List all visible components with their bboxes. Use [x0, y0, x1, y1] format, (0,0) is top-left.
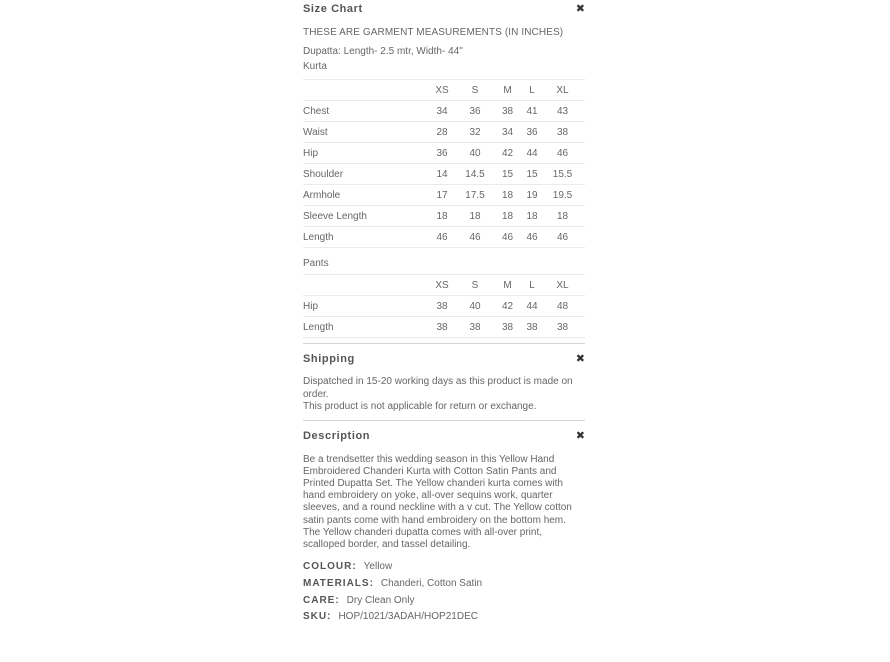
close-x-icon[interactable]: ✖ — [575, 429, 585, 442]
measurement-value: 46 — [491, 227, 524, 248]
description-text: Be a trendsetter this wedding season in this Yellow Hand Embroidered Chanderi Kurta with Cotton Satin Pants and Printed Dupatta Set. The Yellow chanderi kurta comes with hand embroidery on yoke, all-over sequins work, quarter sleeves, and a round neckline with a v cut. The Yellow cotton satin pants come with hand embroidery on the bottom hem. The Yellow chanderi dupatta comes with all-over print, scalloped border, and tassel detailing. — [303, 453, 572, 550]
shipping-dispatch-text: Dispatched in 15-20 working days as this product is made on order. — [303, 376, 573, 400]
measurement-value: 17.5 — [459, 185, 491, 206]
measurement-value: 48 — [540, 296, 585, 317]
measurement-value: 44 — [524, 296, 540, 317]
measurement-value: 18 — [540, 206, 585, 227]
size-header-cell: S — [459, 80, 491, 101]
measurement-value: 14 — [425, 164, 459, 185]
close-x-icon[interactable]: ✖ — [575, 353, 585, 365]
measurement-value: 19 — [524, 185, 540, 206]
measurement-value: 32 — [459, 122, 491, 143]
measurement-name: Hip — [303, 296, 425, 317]
measurement-value: 46 — [540, 143, 585, 164]
size-header-cell: XS — [425, 275, 459, 296]
dupatta-measurement: Dupatta: Length- 2.5 mtr, Width- 44" — [303, 46, 463, 57]
product-details-column — [303, 0, 585, 626]
measurement-name: Waist — [303, 122, 425, 143]
measurement-value: 14.5 — [459, 164, 491, 185]
section-divider — [303, 343, 585, 344]
measurement-value: 17 — [425, 185, 459, 206]
measurement-value: 15 — [524, 164, 540, 185]
measurement-value: 34 — [425, 101, 459, 122]
kurta-size-table — [303, 79, 585, 248]
attribute-key: COLOUR: — [303, 561, 357, 573]
attribute-row — [303, 593, 585, 610]
measurement-value: 43 — [540, 101, 585, 122]
size-header-cell: L — [524, 80, 540, 101]
measurement-value: 44 — [524, 143, 540, 164]
attribute-list — [303, 559, 585, 626]
size-header-cell — [303, 80, 425, 101]
size-row — [303, 164, 585, 185]
attribute-value: Yellow — [363, 561, 393, 573]
measurement-name: Shoulder — [303, 164, 425, 185]
size-row — [303, 185, 585, 206]
measurement-value: 18 — [491, 185, 524, 206]
measurement-value: 46 — [540, 227, 585, 248]
description-header[interactable] — [303, 427, 585, 447]
measurement-value: 38 — [459, 317, 491, 338]
measurement-value: 40 — [459, 296, 491, 317]
size-header-cell: XL — [540, 80, 585, 101]
measurement-value: 42 — [491, 143, 524, 164]
attribute-key: CARE: — [303, 594, 340, 606]
measurement-value: 18 — [524, 206, 540, 227]
shipping-return-text: This product is not applicable for return or exchange. — [303, 401, 537, 412]
kurta-label: Kurta — [303, 61, 327, 72]
measurement-value: 38 — [524, 317, 540, 338]
measurement-value: 46 — [425, 227, 459, 248]
measurement-value: 42 — [491, 296, 524, 317]
measurement-value: 18 — [491, 206, 524, 227]
measurement-value: 34 — [491, 122, 524, 143]
pants-label: Pants — [303, 258, 329, 269]
size-header-cell: XL — [540, 275, 585, 296]
size-row — [303, 227, 585, 248]
section-divider — [303, 420, 585, 421]
measurement-value: 38 — [540, 122, 585, 143]
shipping-title: Shipping — [303, 353, 355, 365]
measurement-value: 15.5 — [540, 164, 585, 185]
size-row — [303, 122, 585, 143]
measurement-name: Length — [303, 317, 425, 338]
size-header-row — [303, 80, 585, 101]
size-header-cell: XS — [425, 80, 459, 101]
size-chart-header[interactable] — [303, 0, 585, 20]
size-row — [303, 206, 585, 227]
size-row — [303, 296, 585, 317]
measurement-value: 38 — [540, 317, 585, 338]
description-title: Description — [303, 429, 371, 442]
attribute-row — [303, 609, 585, 626]
size-header-cell — [303, 275, 425, 296]
measurement-name: Chest — [303, 101, 425, 122]
measurement-note: THESE ARE GARMENT MEASUREMENTS (IN INCHES) — [303, 27, 564, 38]
measurement-value: 38 — [425, 317, 459, 338]
description-section — [303, 427, 585, 626]
measurement-value: 38 — [491, 101, 524, 122]
attribute-key: SKU: — [303, 611, 332, 623]
size-row — [303, 317, 585, 338]
size-header-cell: M — [491, 80, 524, 101]
size-chart-title: Size Chart — [303, 3, 363, 15]
measurement-name: Hip — [303, 143, 425, 164]
shipping-section — [303, 350, 585, 414]
attribute-row — [303, 576, 585, 593]
attribute-value: Dry Clean Only — [346, 594, 415, 606]
measurement-value: 36 — [425, 143, 459, 164]
measurement-value: 18 — [425, 206, 459, 227]
measurement-name: Armhole — [303, 185, 425, 206]
measurement-value: 15 — [491, 164, 524, 185]
attribute-key: MATERIALS: — [303, 577, 374, 589]
measurement-value: 46 — [524, 227, 540, 248]
attribute-value: HOP/1021/3ADAH/HOP21DEC — [338, 611, 478, 623]
measurement-value: 28 — [425, 122, 459, 143]
measurement-value: 36 — [459, 101, 491, 122]
measurement-value: 38 — [491, 317, 524, 338]
measurement-value: 46 — [459, 227, 491, 248]
size-header-cell: S — [459, 275, 491, 296]
size-chart-section — [303, 0, 585, 338]
size-header-cell: L — [524, 275, 540, 296]
measurement-name: Length — [303, 227, 425, 248]
shipping-header[interactable] — [303, 350, 585, 370]
measurement-value: 40 — [459, 143, 491, 164]
measurement-value: 38 — [425, 296, 459, 317]
attribute-row — [303, 559, 585, 576]
size-header-cell: M — [491, 275, 524, 296]
size-row — [303, 143, 585, 164]
measurement-value: 41 — [524, 101, 540, 122]
size-header-row — [303, 275, 585, 296]
measurement-value: 18 — [459, 206, 491, 227]
pants-size-table — [303, 274, 585, 338]
size-row — [303, 101, 585, 122]
measurement-value: 36 — [524, 122, 540, 143]
measurement-value: 19.5 — [540, 185, 585, 206]
close-x-icon[interactable]: ✖ — [575, 3, 585, 15]
measurement-name: Sleeve Length — [303, 206, 425, 227]
attribute-value: Chanderi, Cotton Satin — [380, 577, 483, 589]
